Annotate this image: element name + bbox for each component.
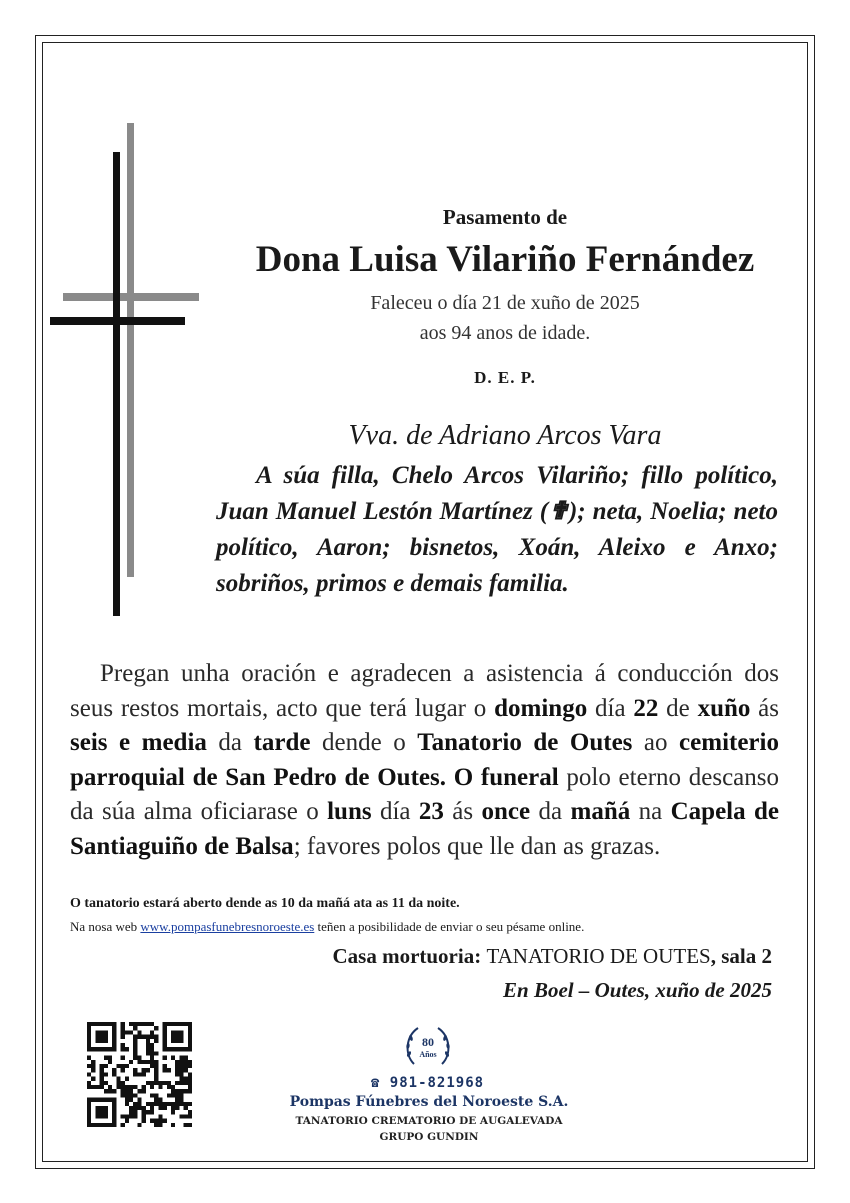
- body-text-segment: dende o: [310, 729, 418, 756]
- body-bold-segment: luns: [327, 798, 372, 825]
- qr-code-icon[interactable]: [87, 1022, 192, 1127]
- phone-icon: ☎: [370, 1075, 381, 1091]
- body-bold-segment: once: [481, 798, 531, 825]
- death-info: [215, 288, 795, 348]
- cross-gray-horizontal: [63, 293, 199, 301]
- body-bold-segment: domingo: [494, 694, 588, 722]
- company-subtitle: TANATORIO CREMATORIO DE AUGALEVADA: [295, 1115, 563, 1127]
- age: aos 94 anos de idade.: [419, 322, 591, 344]
- body-bold-segment: Capela de Santiaguiño de Balsa: [70, 798, 779, 860]
- phone-number[interactable]: [350, 1075, 505, 1091]
- body-bold-segment: seis e media: [70, 729, 207, 756]
- body-text-segment: de: [658, 694, 698, 722]
- web-note-prefix: Na nosa web: [70, 919, 141, 934]
- body-text-segment: día: [371, 798, 419, 825]
- website-link[interactable]: www.pompasfunebresnoroeste.es: [140, 919, 315, 934]
- cross-gray-vertical: [127, 123, 134, 577]
- body-text-segment: ao: [632, 729, 680, 756]
- body-text-segment: na: [630, 798, 671, 825]
- group-name: GRUPO GUNDIN: [379, 1131, 479, 1143]
- casa-mortuoria: [332, 944, 772, 969]
- death-date: Faleceu o día 21 de xuño de 2025: [370, 292, 640, 314]
- logo-word: Años: [419, 1050, 437, 1059]
- cross-black-vertical: [113, 152, 120, 616]
- casa-value: TANATORIO DE OUTES: [486, 944, 711, 968]
- cross-black-horizontal: [50, 317, 185, 325]
- body-bold-segment: xuño: [697, 694, 751, 722]
- body-bold-segment: cemiterio parroquial de San Pedro de Outes. O funeral: [70, 729, 779, 791]
- place-date: En Boel – Outes, xuño de 2025: [503, 978, 772, 1002]
- ceremony-text: [70, 657, 779, 864]
- casa-sala: , sala 2: [710, 944, 772, 968]
- deceased-name: Dona Luisa Vilariño Fernández: [255, 239, 755, 280]
- body-bold-segment: mañá: [570, 798, 631, 825]
- body-text-segment: ás: [750, 694, 780, 722]
- family-list: A súa filla, Chelo Arcos Vilariño; fillo político, Juan Manuel Lestón Martínez (✟); neta, Noelia; neto político, Aaron; bisnetos, Xoán, Aleixo e Anxo; sobriños, primos e demais familia.: [216, 462, 778, 597]
- body-bold-segment: 23: [418, 798, 444, 825]
- body-text-segment: da: [206, 729, 254, 756]
- body-text-segment: día: [587, 694, 634, 722]
- body-text-segment: Pregan unha oración e agradecen a asistencia á conducción dos seus restos mortais, acto que terá lugar o: [70, 660, 779, 722]
- dep-text: D. E. P.: [474, 368, 536, 387]
- tanatorio-hours: O tanatorio estará aberto dende as 10 da mañá ata as 11 da noite.: [70, 896, 460, 911]
- anniversary-logo-icon: [400, 1024, 456, 1070]
- web-note-suffix: teñen a posibilidade de enviar o seu pésame online.: [314, 919, 585, 934]
- casa-label: Casa mortuoria:: [332, 944, 487, 968]
- widow-of: Vva. de Adriano Arcos Vara: [348, 420, 662, 451]
- body-text-segment: da: [530, 798, 571, 825]
- logo-number: 80: [422, 1035, 434, 1049]
- body-text-segment: polo eterno descanso da súa alma oficiarase o: [70, 763, 780, 825]
- body-text-segment: ás: [443, 798, 482, 825]
- pasamento-heading: Pasamento de: [442, 205, 568, 229]
- body-bold-segment: Tanatorio de Outes: [417, 729, 633, 756]
- company-name: Pompas Fúnebres del Noroeste S.A.: [289, 1094, 569, 1110]
- body-bold-segment: 22: [633, 694, 659, 722]
- phone-value: 981-821968: [389, 1075, 485, 1091]
- body-text-segment: ; favores polos que lle dan as grazas.: [293, 832, 661, 860]
- body-bold-segment: tarde: [253, 729, 311, 756]
- web-note: [70, 919, 584, 935]
